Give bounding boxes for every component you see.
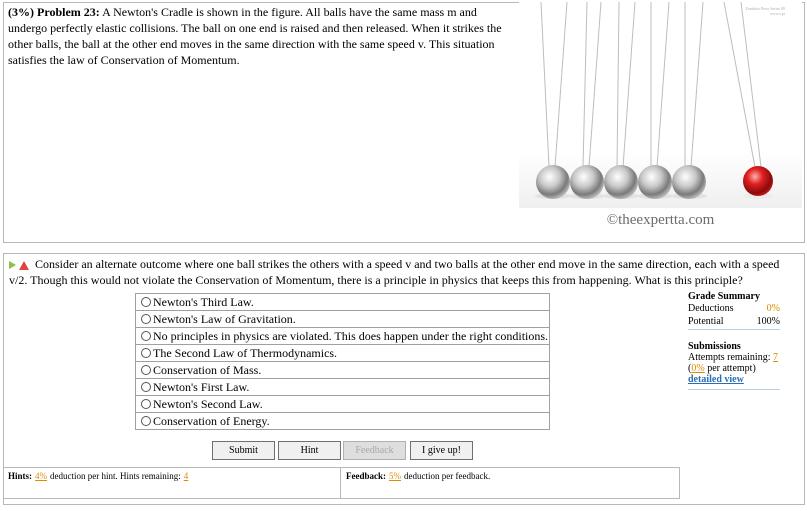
detailed-view-link[interactable]: detailed view bbox=[688, 374, 744, 385]
problem-label: Problem 23: bbox=[37, 5, 100, 19]
choice-option[interactable] bbox=[136, 328, 549, 345]
submit-button[interactable]: Submit bbox=[212, 441, 275, 460]
radio-button[interactable] bbox=[141, 399, 151, 409]
radio-button[interactable] bbox=[141, 416, 151, 426]
deductions-row bbox=[688, 302, 780, 315]
newtons-cradle-figure bbox=[519, 2, 802, 208]
silver-ball bbox=[672, 165, 706, 199]
choice-option[interactable] bbox=[136, 362, 549, 379]
question-body: Consider an alternate outcome where one ball strikes the others with a speed v and two balls at the other end move in the same direction, each with a speed v/2. Though this would not violate the Conservation of Momentum, there is a principle in physics that keeps this from happening. What is this principle? bbox=[9, 257, 780, 287]
submissions-summary: Submissions Attempts remaining: 7 (0% per attempt) detailed view bbox=[688, 341, 778, 385]
choice-option[interactable] bbox=[136, 311, 549, 328]
submissions-title: Submissions bbox=[688, 341, 741, 352]
figure-caption: ©theexpertta.com bbox=[606, 212, 715, 228]
hints-info bbox=[8, 471, 191, 481]
per-attempt-label: per attempt) bbox=[707, 363, 756, 374]
problem-body: A Newton's Cradle is shown in the figure. All balls have the same mass m and undergo perfectly elastic collisions. The ball on one end is raised and then released. When it strikes the other balls, the ball at the other end moves in the same direction with the same speed v. This situation satisfies the law of Conservation of Momentum. bbox=[8, 5, 502, 67]
grade-summary-title: Grade Summary bbox=[688, 291, 760, 302]
choice-label: No principles in physics are violated. This does happen under the right conditions. bbox=[153, 329, 549, 343]
footer-divider bbox=[340, 467, 341, 499]
deductions-label: Deductions bbox=[688, 303, 734, 314]
silver-ball bbox=[604, 165, 638, 199]
choice-label: Newton's First Law. bbox=[153, 380, 250, 394]
hints-text: deduction per hint. Hints remaining: bbox=[50, 471, 181, 481]
feedback-pct: 5% bbox=[389, 471, 401, 481]
hints-pct: 4% bbox=[35, 471, 48, 481]
problem-weight: (3%) bbox=[8, 5, 34, 19]
attempts-value: 7 bbox=[773, 352, 778, 363]
choice-label: Conservation of Energy. bbox=[153, 414, 270, 428]
choice-option[interactable] bbox=[136, 413, 549, 430]
silver-ball bbox=[638, 165, 672, 199]
silver-ball bbox=[570, 165, 604, 199]
grade-summary bbox=[688, 291, 780, 328]
potential-label: Potential bbox=[688, 316, 724, 327]
red-ball bbox=[743, 166, 773, 196]
choice-label: Newton's Third Law. bbox=[153, 295, 254, 309]
potential-value: 100% bbox=[756, 316, 780, 327]
choice-option[interactable] bbox=[136, 379, 549, 396]
figure-credit: Fundatio Press Series 89 www.s.pt bbox=[745, 6, 785, 16]
feedback-label: Feedback: bbox=[346, 471, 386, 481]
radio-button[interactable] bbox=[141, 331, 151, 341]
choice-label: Newton's Law of Gravitation. bbox=[153, 312, 296, 326]
choice-label: Conservation of Mass. bbox=[153, 363, 262, 377]
attempts-label: Attempts remaining: bbox=[688, 352, 771, 363]
choice-list bbox=[135, 293, 550, 430]
hint-button[interactable]: Hint bbox=[278, 441, 341, 460]
choice-label: The Second Law of Thermodynamics. bbox=[153, 346, 338, 360]
potential-row bbox=[688, 315, 780, 328]
feedback-button: Feedback bbox=[343, 441, 406, 460]
choice-option[interactable] bbox=[136, 294, 549, 311]
play-icon[interactable] bbox=[9, 261, 16, 269]
choice-label: Newton's Second Law. bbox=[153, 397, 263, 411]
per-attempt-value: 0% bbox=[691, 363, 705, 374]
hints-remaining: 4 bbox=[183, 471, 189, 481]
deductions-value: 0% bbox=[766, 303, 780, 314]
strings bbox=[541, 2, 761, 167]
feedback-info bbox=[346, 471, 490, 481]
radio-button[interactable] bbox=[141, 382, 151, 392]
choice-option[interactable] bbox=[136, 396, 549, 413]
divider bbox=[688, 389, 780, 390]
radio-button[interactable] bbox=[141, 348, 151, 358]
warning-icon bbox=[19, 261, 29, 270]
radio-button[interactable] bbox=[141, 314, 151, 324]
silver-ball bbox=[536, 165, 570, 199]
divider bbox=[688, 329, 780, 330]
question-statement bbox=[9, 256, 799, 288]
radio-button[interactable] bbox=[141, 297, 151, 307]
give-up-button[interactable]: I give up! bbox=[410, 441, 473, 460]
problem-statement bbox=[8, 4, 508, 68]
choice-option[interactable] bbox=[136, 345, 549, 362]
radio-button[interactable] bbox=[141, 365, 151, 375]
feedback-text: deduction per feedback. bbox=[404, 471, 491, 481]
hints-label: Hints: bbox=[8, 471, 33, 481]
